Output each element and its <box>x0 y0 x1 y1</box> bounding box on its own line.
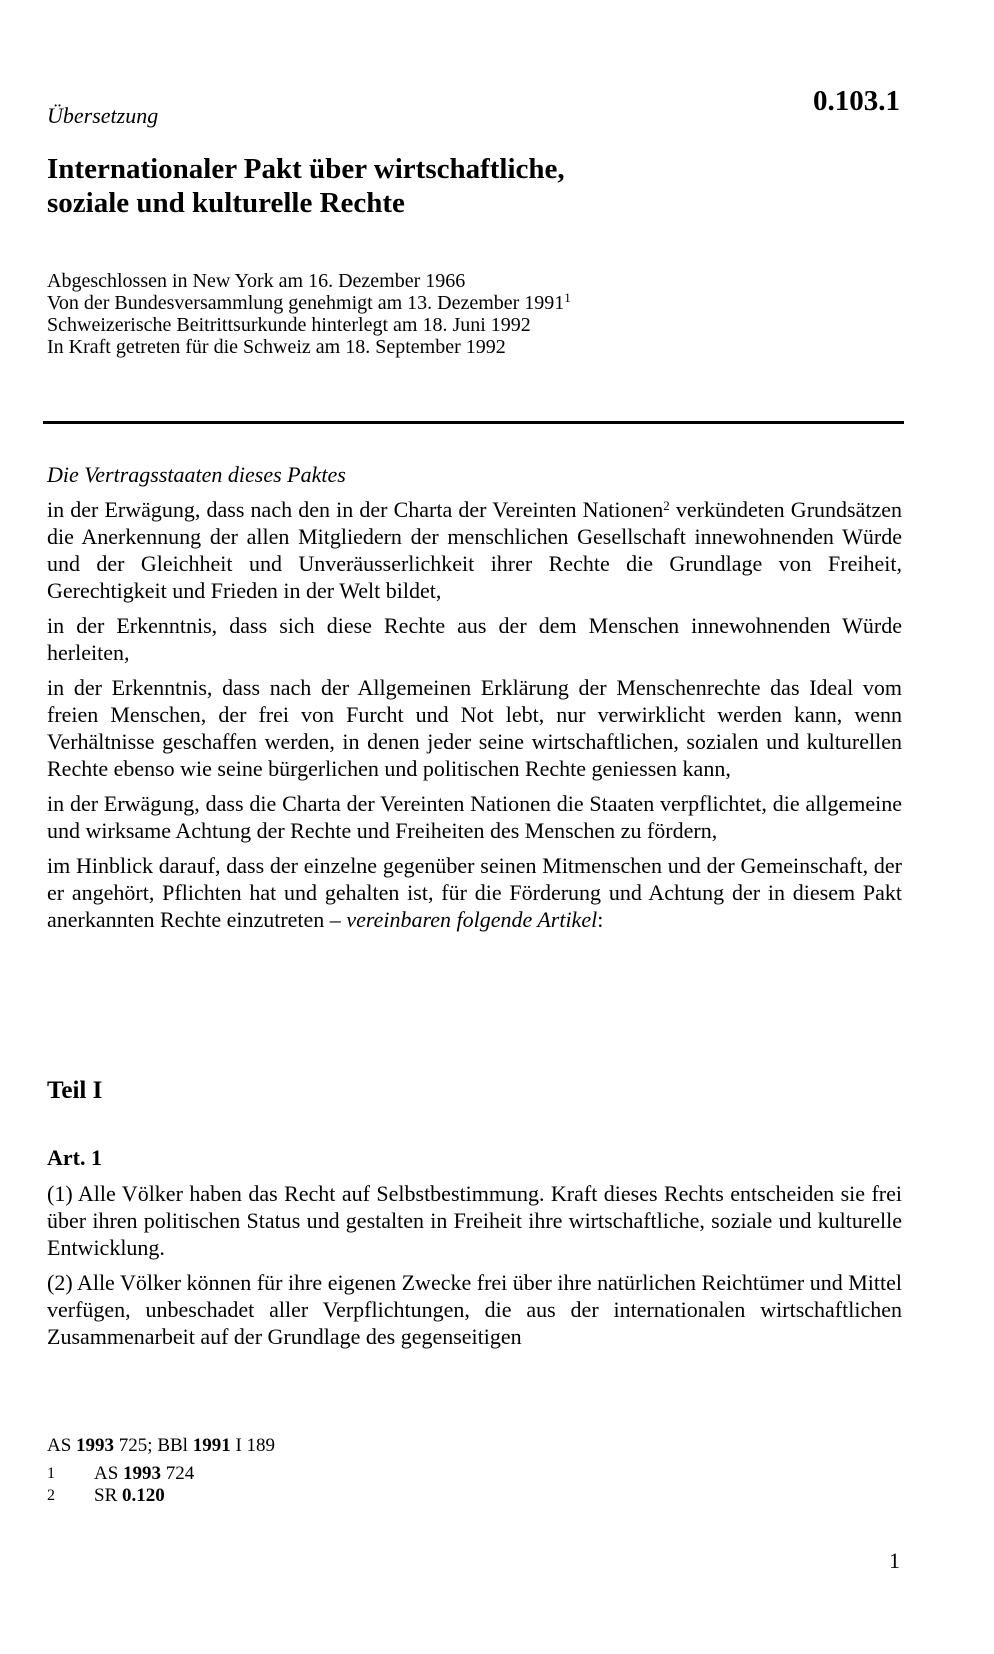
preamble <box>47 461 902 941</box>
article-1-paragraph-2: (2) Alle Völker können für ihre eigenen Zwecke frei über ihre natürlichen Reichtümer und Mittel verfügen, unbeschadet aller Verpflichtungen, die aus der internationalen wirtschaftlichen Zusammenarbeit auf der Grundlage des gegenseitigen <box>47 1270 902 1349</box>
footnote-1-page: 724 <box>161 1463 195 1484</box>
source-as-page: 725; BBl <box>114 1435 193 1456</box>
article-1-heading: Art. 1 <box>47 1145 102 1170</box>
source-reference <box>47 1435 887 1457</box>
deposited-line: Schweizerische Beitrittsurkunde hinterlegt am 18. Juni 1992 <box>47 314 531 336</box>
treaty-metadata <box>47 270 887 358</box>
preamble-paragraph-3: in der Erkenntnis, dass nach der Allgemeinen Erklärung der Menschenrechte das Ideal vom freien Menschen, der frei von Furcht und Not lebt, nur verwirklicht werden kann, wenn Verhältnisse geschaffen werden, in denen jeder seine wirtschaftlichen, sozialen und kulturellen Rechte ebenso wie seine bürgerlichen und politischen Rechte geniessen kann, <box>47 675 902 781</box>
header-divider <box>43 421 904 424</box>
footnote-ref-1[interactable]: 1 <box>564 290 571 305</box>
preamble-p5-emphasis: vereinbaren folgende Artikel <box>346 907 598 932</box>
preamble-paragraph-5 <box>47 852 902 933</box>
document-title <box>47 152 887 220</box>
footnote-2-number: 0.120 <box>122 1485 165 1506</box>
footnote-1 <box>47 1463 887 1485</box>
source-as-year: 1993 <box>76 1435 115 1456</box>
source-bbl-year: 1991 <box>192 1435 231 1456</box>
preamble-paragraph-1 <box>47 496 902 604</box>
preamble-p1-part-b: verkündeten Grundsätzen die Anerkennung der allen Mitgliedern der menschlichen Gesellschaft innewohnenden Würde und der Gleichheit und Unveräusserlichkeit ihrer Rechte die Grundlage von Freiheit, Gerechtigkeit und Frieden in der Welt bildet, <box>47 497 902 603</box>
source-as-label: AS <box>47 1435 77 1456</box>
approved-line <box>47 292 887 314</box>
footnote-1-label: AS <box>94 1463 124 1484</box>
sr-number: 0.103.1 <box>813 85 900 117</box>
footnote-1-mark: 1 <box>47 1465 55 1482</box>
footnotes <box>47 1435 887 1507</box>
footnote-2-label: SR <box>94 1485 122 1506</box>
source-bbl-page: I 189 <box>230 1435 276 1456</box>
title-line-1: Internationaler Pakt über wirtschaftliche, <box>47 153 565 185</box>
preamble-p5-part-a: im Hinblick darauf, dass der einzelne gegenüber seinen Mitmenschen und der Gemeinschaft, der er angehört, Pflichten hat und gehalten ist, für die Förderung und Achtung der in diesem Pakt anerkannten Rechte einzutreten – <box>47 853 902 932</box>
preamble-paragraph-2: in der Erkenntnis, dass sich diese Rechte aus der dem Menschen innewohnenden Würde herleiten, <box>47 613 902 665</box>
footnote-2-text <box>94 1485 165 1507</box>
title-line-2: soziale und kulturelle Rechte <box>47 187 405 219</box>
in-force-line: In Kraft getreten für die Schweiz am 18. September 1992 <box>47 336 506 358</box>
translation-label: Übersetzung <box>47 103 159 128</box>
page-number: 1 <box>889 1548 900 1573</box>
footnote-ref-2[interactable]: 2 <box>663 498 670 513</box>
part-heading: Teil I <box>47 1077 103 1104</box>
concluded-line: Abgeschlossen in New York am 16. Dezember 1966 <box>47 270 466 292</box>
footnote-1-year: 1993 <box>123 1463 162 1484</box>
preamble-p1-part-a: in der Erwägung, dass nach den in der Charta der Vereinten Nationen <box>47 497 664 522</box>
footnote-1-text <box>94 1463 194 1485</box>
preamble-paragraph-4: in der Erwägung, dass die Charta der Vereinten Nationen die Staaten verpflichtet, die allgemeine und wirksame Achtung der Rechte und Freiheiten des Menschen zu fördern, <box>47 791 902 843</box>
preamble-intro: Die Vertragsstaaten dieses Paktes <box>47 462 346 487</box>
approved-text: Von der Bundesversammlung genehmigt am 13. Dezember 1991 <box>47 292 565 314</box>
article-1-body <box>47 1180 902 1358</box>
footnote-2-mark: 2 <box>47 1487 55 1504</box>
footnote-2 <box>47 1485 887 1507</box>
preamble-p5-colon: : <box>597 907 604 932</box>
article-1-paragraph-1: (1) Alle Völker haben das Recht auf Selbstbestimmung. Kraft dieses Rechts entscheiden sie frei über ihren politischen Status und gestalten in Freiheit ihre wirtschaftliche, soziale und kulturelle Entwicklung. <box>47 1181 902 1260</box>
